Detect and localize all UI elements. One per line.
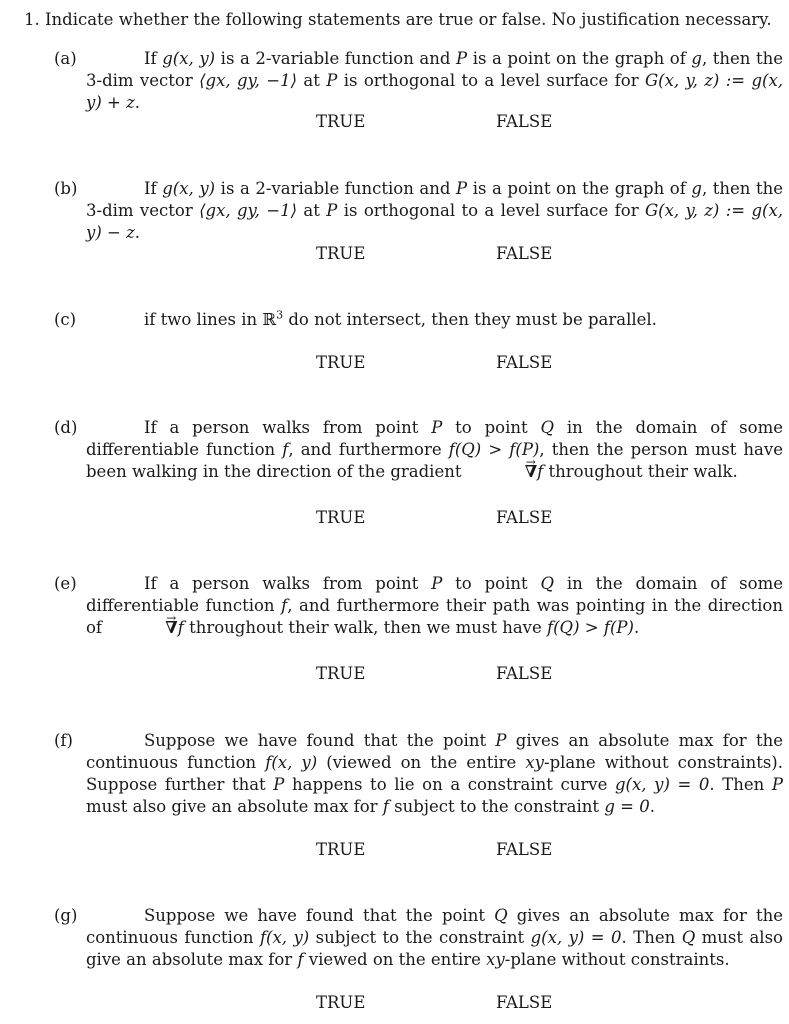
true-option[interactable]: TRUE <box>316 112 366 131</box>
answer-choices <box>0 352 789 374</box>
true-option[interactable]: TRUE <box>316 993 366 1012</box>
statement-text: if two lines in ℝ$^3$ do not intersect, then they must be parallel. <box>144 308 657 329</box>
statement-text: Suppose we have found that the point P gives an absolute max for the continuous function f(x, y) (viewed on the entire xy-plane without constraints). Suppose further that P happens to lie on a constraint curve g(x, y) = 0. Then P must also give an absolute max for f subject to the constraint g = 0. <box>86 731 784 816</box>
false-option[interactable]: FALSE <box>496 353 553 372</box>
item-label: (g) <box>54 906 78 925</box>
item-label: (d) <box>54 418 78 437</box>
question-instruction: 1. Indicate whether the following statements are true or false. No justification necessary. <box>24 10 772 29</box>
false-option[interactable]: FALSE <box>496 664 553 683</box>
answer-choices <box>0 507 789 529</box>
answer-choices <box>0 992 789 1014</box>
true-option[interactable]: TRUE <box>316 664 366 683</box>
statement-text: If g(x, y) is a 2-variable function and P is a point on the graph of g, then the 3-dim vector ⟨gx, gy, −1⟩ at P is orthogonal to a level surface for G(x, y, z) := g(x, y) + z. <box>86 49 784 112</box>
true-option[interactable]: TRUE <box>316 840 366 859</box>
false-option[interactable]: FALSE <box>496 508 553 527</box>
item-label: (b) <box>54 179 78 198</box>
answer-choices <box>0 839 789 861</box>
statement-text: If a person walks from point P to point Q in the domain of some differentiable function f, and furthermore f(Q) > f(P), then the person must have been walking in the direction of the gradient → ∇f throughout their walk. <box>86 417 783 483</box>
item-label: (e) <box>54 574 77 593</box>
item-label: (a) <box>54 49 77 68</box>
answer-choices <box>0 111 789 133</box>
answer-choices <box>0 243 789 265</box>
statement-text: Suppose we have found that the point Q gives an absolute max for the continuous function f(x, y) subject to the constraint g(x, y) = 0. Then Q must also give an absolute max for f viewed on the entire xy-plane without constraints. <box>86 906 783 969</box>
true-option[interactable]: TRUE <box>316 508 366 527</box>
false-option[interactable]: FALSE <box>496 840 553 859</box>
statement-text: If g(x, y) is a 2-variable function and P is a point on the graph of g, then the 3-dim vector ⟨gx, gy, −1⟩ at P is orthogonal to a level surface for G(x, y, z) := g(x, y) − z. <box>86 179 784 242</box>
answer-choices <box>0 663 789 685</box>
item-label: (c) <box>54 310 77 329</box>
statement-text: If a person walks from point P to point Q in the domain of some differentiable function f, and furthermore their path was pointing in the direction of → ∇f throughout their walk, then we must have f(Q) > f(P). <box>86 573 783 639</box>
false-option[interactable]: FALSE <box>496 993 553 1012</box>
true-option[interactable]: TRUE <box>316 353 366 372</box>
true-option[interactable]: TRUE <box>316 244 366 263</box>
false-option[interactable]: FALSE <box>496 244 553 263</box>
item-label: (f) <box>54 731 73 750</box>
false-option[interactable]: FALSE <box>496 112 553 131</box>
